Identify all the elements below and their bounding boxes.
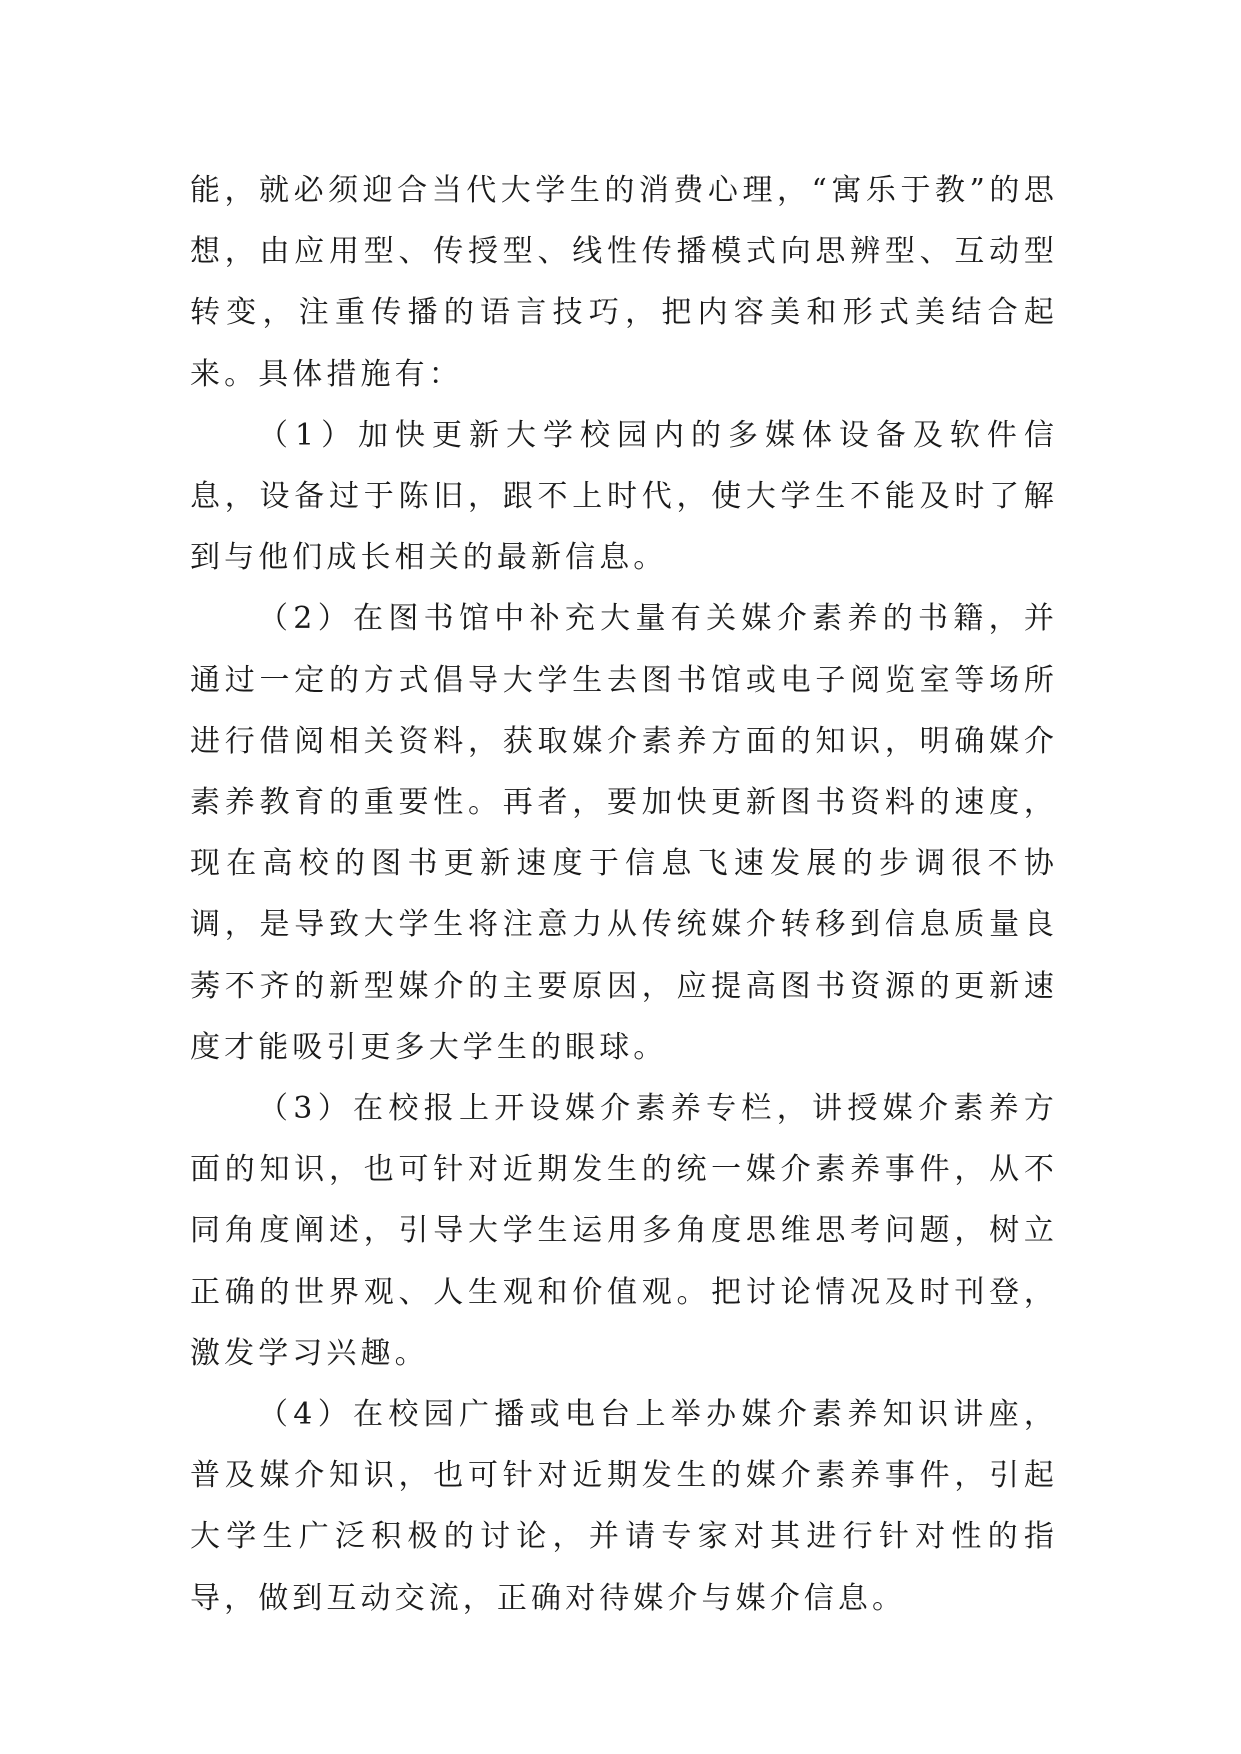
paragraph-continuation: 能，就必须迎合当代大学生的消费心理，“寓乐于教”的思想，由应用型、传授型、线性传播模式向思辨型、互动型转变，注重传播的语言技巧，把内容美和形式美结合起来。具体措施有： (190, 173, 1058, 392)
document-body (190, 160, 1058, 1629)
paragraph-item-2: （2）在图书馆中补充大量有关媒介素养的书籍，并通过一定的方式倡导大学生去图书馆或电子阅览室等场所进行借阅相关资料，获取媒介素养方面的知识，明确媒介素养教育的重要性。再者，要加快更新图书资料的速度，现在高校的图书更新速度于信息飞速发展的步调很不协调，是导致大学生将注意力从传统媒介转移到信息质量良莠不齐的新型媒介的主要原因，应提高图书资源的更新速度才能吸引更多大学生的眼球。 (190, 601, 1058, 1065)
paragraph-item-1: （1）加快更新大学校园内的多媒体设备及软件信息，设备过于陈旧，跟不上时代，使大学生不能及时了解到与他们成长相关的最新信息。 (190, 417, 1058, 576)
paragraph-item-4: （4）在校园广播或电台上举办媒介素养知识讲座，普及媒介知识，也可针对近期发生的媒介素养事件，引起大学生广泛积极的讨论，并请专家对其进行针对性的指导，做到互动交流，正确对待媒介与媒介信息。 (190, 1397, 1058, 1616)
paragraph-item-3: （3）在校报上开设媒介素养专栏，讲授媒介素养方面的知识，也可针对近期发生的统一媒介素养事件，从不同角度阐述，引导大学生运用多角度思维思考问题，树立正确的世界观、人生观和价值观。把讨论情况及时刊登，激发学习兴趣。 (190, 1091, 1058, 1371)
